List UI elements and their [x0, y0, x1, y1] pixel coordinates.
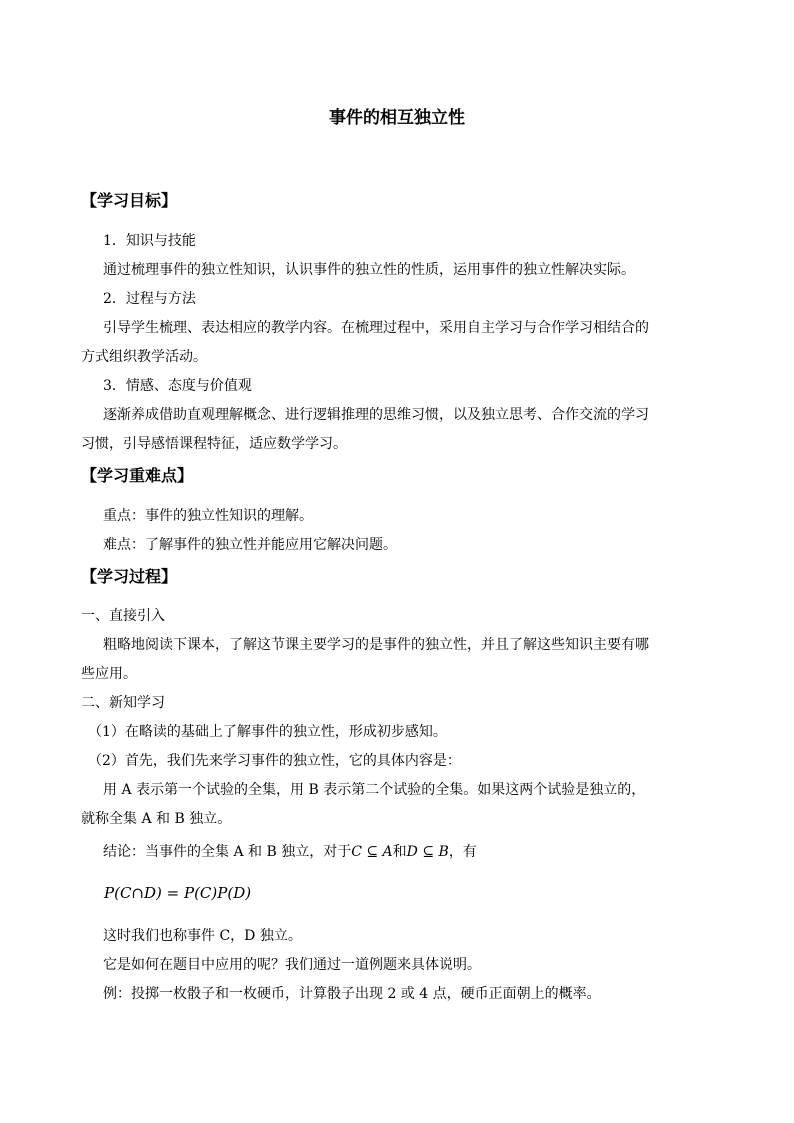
part-1-title: 一、直接引入 [81, 608, 165, 624]
part-2-title: 二、新知学习 [81, 695, 165, 711]
independence-formula: P(C∩D) = P(C)P(D) [104, 884, 252, 902]
math-c-subset-a: C ⊆ A [351, 844, 393, 860]
heading-learning-process: 【学习过程】 [81, 567, 178, 586]
heading-learning-goals: 【学习目标】 [81, 191, 178, 210]
goal-2-text-line1: 引导学生梳理、表达相应的教学内容。在梳理过程中，采用自主学习与合作学习相结合的 [103, 320, 649, 336]
goal-1-text: 通过梳理事件的独立性知识，认识事件的独立性的性质，运用事件的独立性解决实际。 [103, 262, 635, 278]
math-d-subset-b: D ⊆ B [406, 844, 449, 860]
goal-2-title: 2．过程与方法 [103, 291, 196, 307]
conclusion-suffix: ，有 [448, 844, 477, 860]
conclusion-and: 和 [392, 844, 407, 860]
goal-3-text-line2: 习惯，引导感悟课程特征，适应数学学习。 [81, 436, 347, 452]
goal-3-text-line1: 逐渐养成借助直观理解概念、进行逻辑推理的思维习惯，以及独立思考、合作交流的学习 [103, 407, 649, 423]
page-title: 事件的相互独立性 [329, 108, 465, 128]
also-called-independent: 这时我们也称事件 C，D 独立。 [103, 928, 302, 944]
conclusion-line [103, 842, 477, 862]
part-1-line1: 粗略地阅读下课本，了解这节课主要学习的是事件的独立性，并且了解这些知识主要有哪 [103, 637, 649, 653]
conclusion-prefix: 结论：当事件的全集 A 和 B 独立，对于 [103, 844, 352, 860]
heading-key-points: 【学习重难点】 [81, 466, 194, 485]
step-2: （2）首先，我们先来学习事件的独立性，它的具体内容是： [88, 753, 461, 769]
step-1: （1）在略读的基础上了解事件的独立性，形成初步感知。 [88, 724, 447, 740]
definition-line2: 就称全集 A 和 B 独立。 [81, 811, 232, 827]
goal-3-title: 3．情感、态度与价值观 [103, 378, 252, 394]
part-1-line2: 些应用。 [81, 666, 137, 682]
definition-line1: 用 A 表示第一个试验的全集，用 B 表示第二个试验的全集。如果这两个试验是独立的， [103, 782, 646, 798]
example-problem: 例：投掷一枚骰子和一枚硬币，计算骰子出现 2 或 4 点，硬币正面朝上的概率。 [103, 986, 601, 1002]
key-point-difficulty: 难点：了解事件的独立性并能应用它解决问题。 [103, 537, 397, 553]
goal-1-title: 1．知识与技能 [103, 233, 196, 249]
application-question: 它是如何在题目中应用的呢？我们通过一道例题来具体说明。 [103, 957, 481, 973]
key-point-focus: 重点：事件的独立性知识的理解。 [103, 508, 313, 524]
goal-2-text-line2: 方式组织教学活动。 [81, 349, 207, 365]
